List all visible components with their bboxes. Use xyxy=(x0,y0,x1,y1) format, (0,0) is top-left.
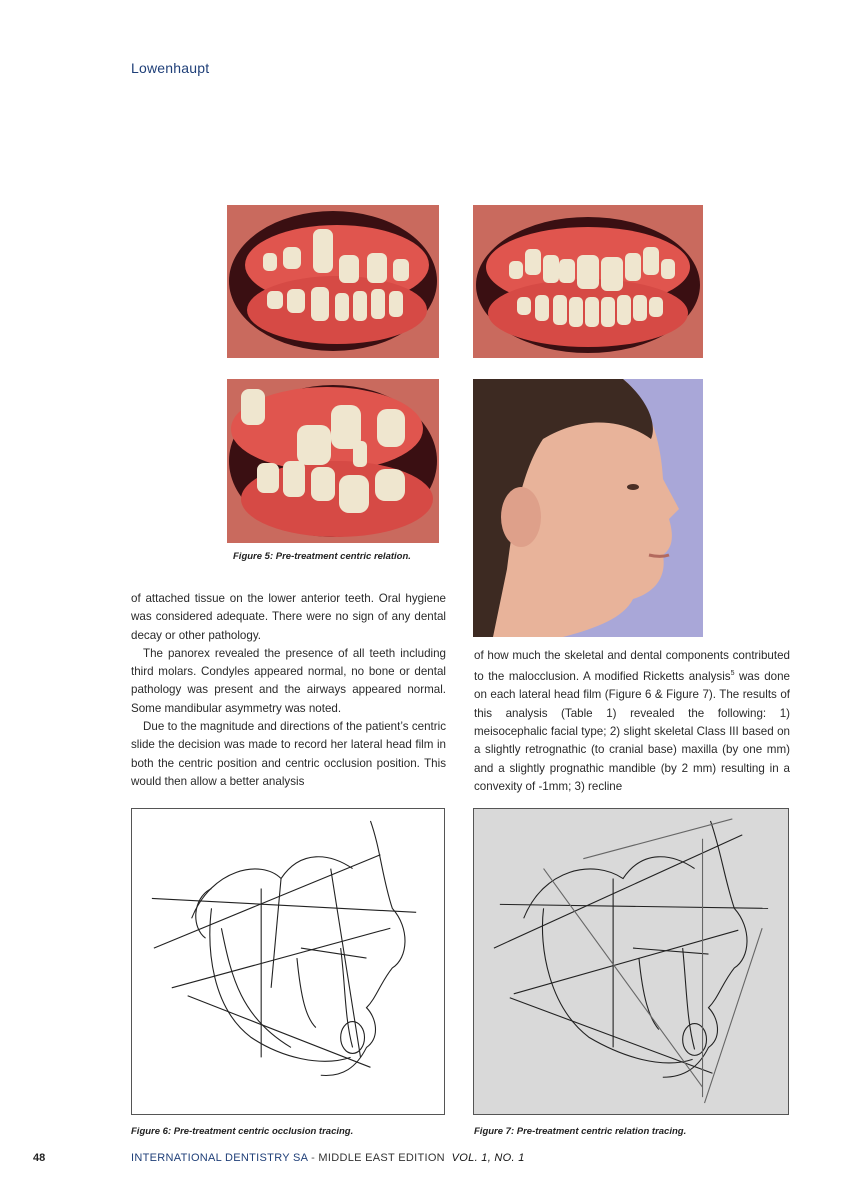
figure-5-caption: Figure 5: Pre-treatment centric relation. xyxy=(233,551,411,562)
paragraph-text: was done on each lateral head film (Figure 6 & Figure 7). The results of this analysis (Table 1) revealed the following: 1) meisocephalic facial type; 2) slight skeletal Class III based on a slightly retrognathic (to cranial base) maxilla (by one mm) and a slightly prognathic mandible (by 2 mm) resulting in a convexity of -1mm; 3) recline xyxy=(474,670,790,793)
paragraph-text: of how much the skeletal and dental components contributed to the malocclusion. A modified Ricketts analysis xyxy=(474,649,790,684)
paragraph: The panorex revealed the presence of all teeth including third molars. Condyles appeared normal, no bone or dental pathology was present and the airways appeared normal. Some mandibular asymmetry was noted. xyxy=(131,646,446,715)
right-text-column xyxy=(474,647,790,796)
figure-6-cephalometric-tracing xyxy=(131,808,445,1115)
intraoral-photo-right-view xyxy=(227,205,439,358)
journal-edition: MIDDLE EAST EDITION xyxy=(318,1152,445,1164)
figure-7-cephalometric-tracing xyxy=(473,808,789,1115)
footer-separator: - xyxy=(307,1152,319,1164)
page-number: 48 xyxy=(33,1152,46,1164)
paragraph xyxy=(474,647,790,796)
left-text-column xyxy=(131,590,446,791)
paragraph: of attached tissue on the lower anterior teeth. Oral hygiene was considered adequate. There were no sign of any dental decay or other pathology. xyxy=(131,592,446,642)
intraoral-photo-frontal-view xyxy=(473,205,703,358)
paragraph: Due to the magnitude and directions of the patient’s centric slide the decision was made to record her lateral head film in both the centric position and centric occlusion position. This would then allow a better analysis xyxy=(131,720,446,788)
journal-footer xyxy=(131,1152,525,1164)
profile-photo xyxy=(473,379,703,637)
running-header-author: Lowenhaupt xyxy=(131,60,210,76)
figure-6-caption: Figure 6: Pre-treatment centric occlusion tracing. xyxy=(131,1126,354,1137)
figure-7-caption: Figure 7: Pre-treatment centric relation tracing. xyxy=(474,1126,687,1137)
journal-title: INTERNATIONAL DENTISTRY SA xyxy=(131,1152,308,1164)
journal-volume: VOL. 1, NO. 1 xyxy=(451,1152,525,1164)
reference-superscript: 5 xyxy=(730,670,735,678)
intraoral-photo-left-view xyxy=(227,379,439,543)
